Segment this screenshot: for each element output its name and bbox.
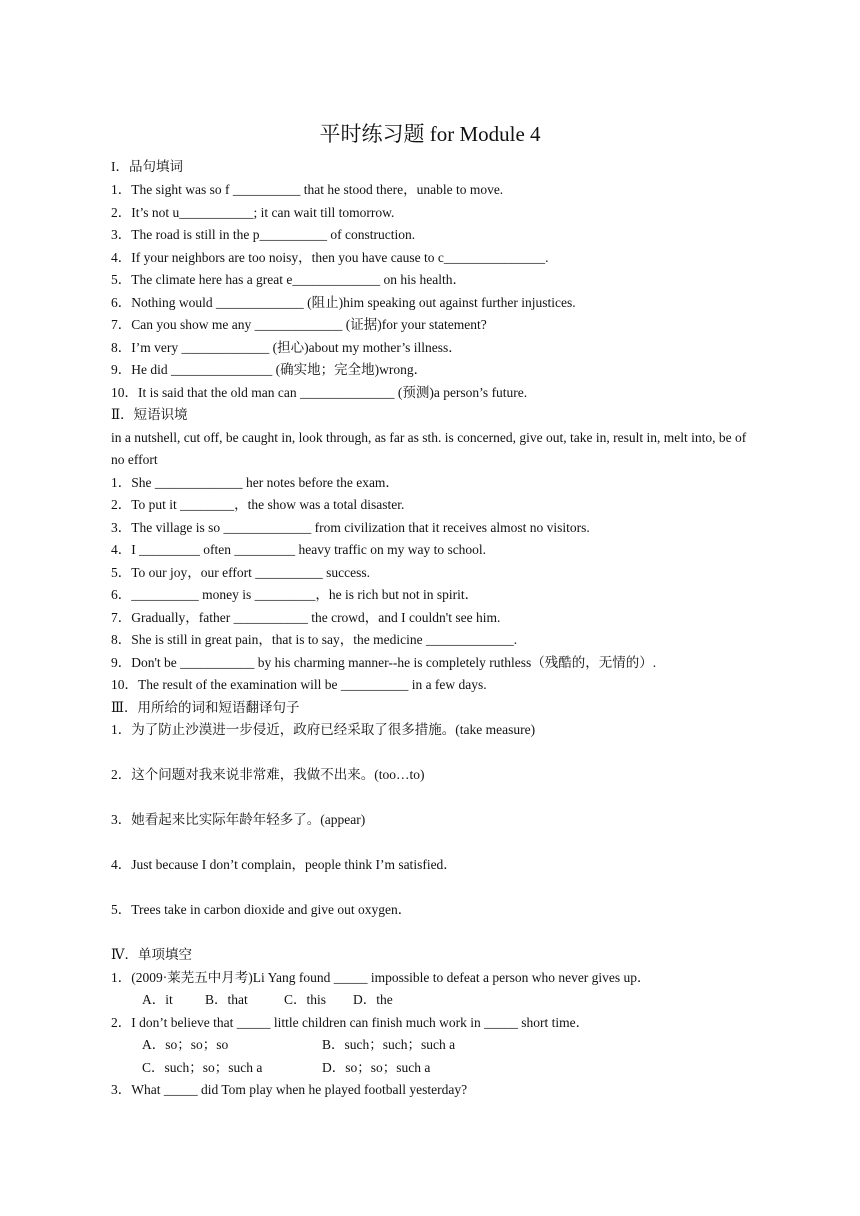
- exercise-item: 9．Don't be ___________ by his charming manner--he is completely ruthless（残酷的，无情的）.: [111, 654, 657, 670]
- option-c: C．such；so；such a: [142, 1059, 263, 1075]
- exercise-item: 9．He did _______________ (确实地；完全地)wrong．: [111, 362, 428, 377]
- section-heading: Ⅲ．用所给的词和短语翻译句子: [111, 699, 300, 715]
- option-a: A．it: [142, 992, 173, 1007]
- question-stem: 3．What _____ did Tom play when he played football yesterday?: [111, 1082, 468, 1097]
- translation-item: 2．这个问题对我来说非常难，我做不出来。(too…to): [111, 767, 425, 782]
- exercise-item: 8．I’m very _____________ (担心)about my mother’s illness．: [111, 339, 462, 355]
- option-b: B．that: [205, 992, 248, 1007]
- option-d: D．so；so；such a: [322, 1059, 431, 1075]
- exercise-item: 5．To our joy，our effort __________ success.: [111, 564, 371, 580]
- phrase-bank: in a nutshell, cut off, be caught in, look through, as far as sth. is concerned, give out, take in, result in, melt into, be of no effort: [111, 429, 747, 467]
- exercise-item: 7．Can you show me any _____________ (证据)for your statement?: [111, 317, 487, 332]
- translation-item: 3．她看起来比实际年龄年轻多了。(appear): [111, 812, 366, 827]
- exercise-item: 7．Gradually，father ___________ the crowd，and I couldn't see him.: [111, 609, 501, 625]
- exercise-item: 4．If your neighbors are too noisy，then you have cause to c_______________.: [111, 249, 549, 265]
- exercise-item: 3．The village is so _____________ from civilization that it receives almost no visitors.: [111, 519, 590, 535]
- exercise-item: 10．The result of the examination will be __________ in a few days.: [111, 677, 487, 692]
- exercise-item: 6．Nothing would _____________ (阻止)him speaking out against further injustices.: [111, 294, 576, 310]
- exercise-item: 8．She is still in great pain，that is to say，the medicine _____________.: [111, 632, 518, 647]
- section-heading: I．品句填词: [111, 159, 183, 174]
- exercise-item: 2．It’s not u___________; it can wait till tomorrow.: [111, 204, 395, 220]
- exercise-item: 4．I _________ often _________ heavy traffic on my way to school.: [111, 542, 487, 557]
- page-title: 平时练习题 for Module 4: [319, 122, 541, 146]
- exercise-item: 6．__________ money is _________，he is rich but not in spirit．: [111, 587, 479, 602]
- section-heading: Ⅳ．单项填空: [111, 947, 192, 962]
- exercise-item: 10．It is said that the old man can ______________ (预测)a person’s future.: [111, 384, 528, 400]
- option-d: D．the: [353, 992, 393, 1007]
- translation-item: 1．为了防止沙漠进一步侵近，政府已经采取了很多措施。(take measure): [111, 722, 536, 737]
- exercise-item: 3．The road is still in the p__________ of construction.: [111, 227, 416, 242]
- question-stem: 2．I don’t believe that _____ little children can finish much work in _____ short time．: [111, 1014, 590, 1030]
- exercise-item: 1．The sight was so f __________ that he stood there，unable to move.: [111, 182, 504, 197]
- exercise-item: 5．The climate here has a great e_____________ on his health．: [111, 272, 467, 287]
- translation-item: 5．Trees take in carbon dioxide and give out oxygen．: [111, 902, 412, 917]
- translation-item: 4．Just because I don’t complain，people think I’m satisfied．: [111, 857, 457, 872]
- exercise-item: 2．To put it ________，the show was a total disaster.: [111, 497, 405, 512]
- section-heading: Ⅱ．短语识境: [111, 407, 188, 422]
- option-b: B．such；such；such a: [322, 1037, 456, 1052]
- exercise-item: 1．She _____________ her notes before the exam．: [111, 474, 399, 490]
- option-c: C．this: [284, 992, 327, 1007]
- option-a: A．so；so；so: [142, 1037, 229, 1052]
- question-stem: 1．(2009·莱芜五中月考)Li Yang found _____ impossible to defeat a person who never gives up．: [111, 969, 651, 985]
